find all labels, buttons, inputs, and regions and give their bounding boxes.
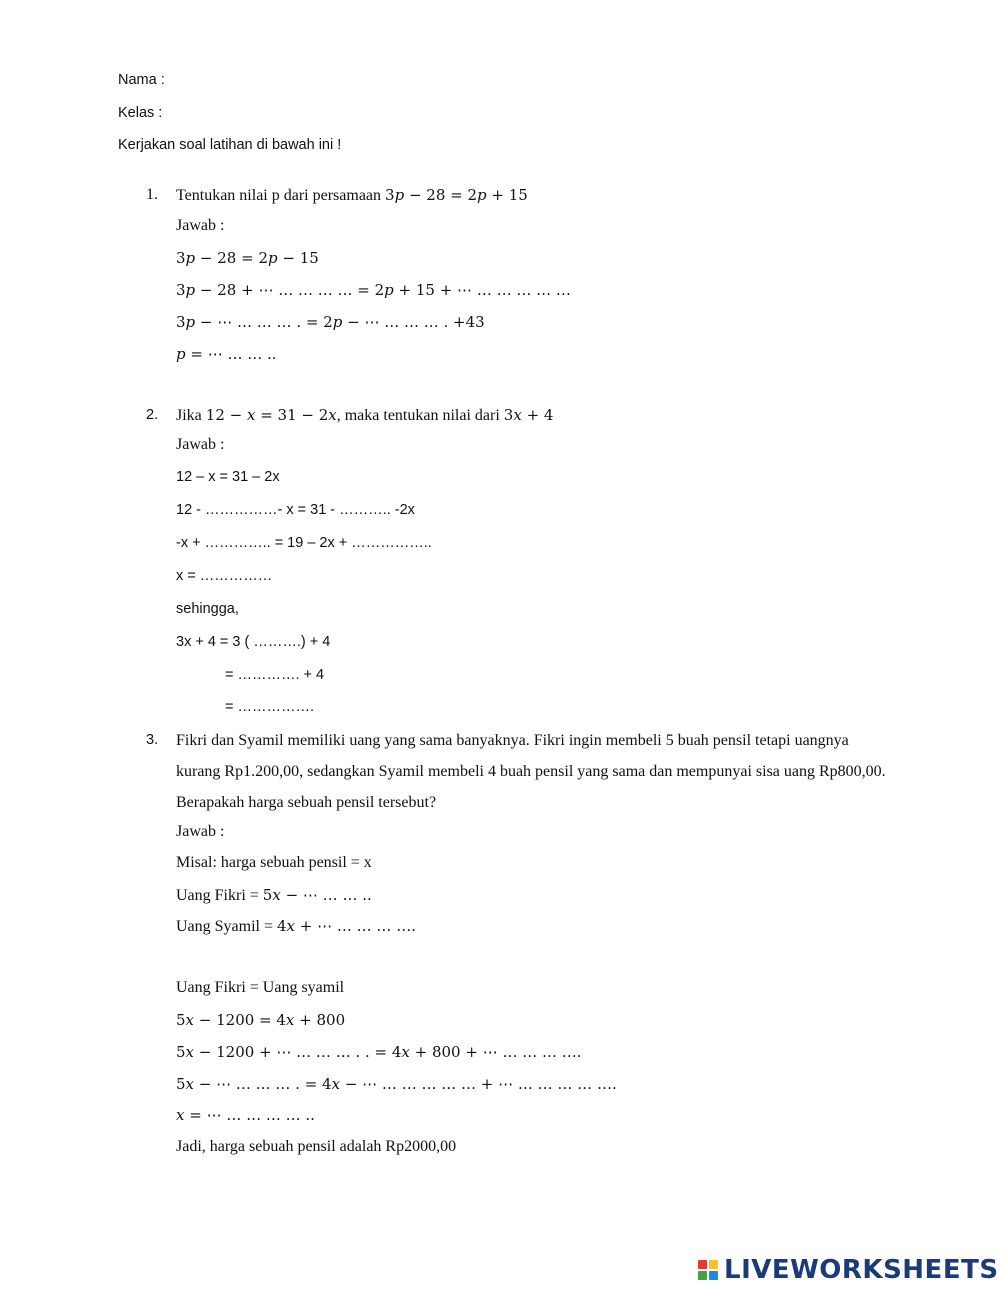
- q3-uang-syamil-math: 4𝑥 + ⋯ … … … ….: [277, 917, 416, 935]
- q3-equality: Uang Fikri = Uang syamil: [176, 979, 345, 996]
- logo-square: [698, 1260, 707, 1269]
- q1-step-1: 3𝑝 − 28 = 2𝑝 − 15: [176, 249, 319, 267]
- q2-jawab: Jawab :: [176, 436, 225, 453]
- q2-step-5: 3x + 4 = 3 ( ……….) + 4: [176, 634, 331, 650]
- q3-uang-fikri-math: 5𝑥 − ⋯ … … ..: [262, 886, 372, 904]
- q2-step-4: x = ……………: [176, 568, 273, 584]
- q3-misal: Misal: harga sebuah pensil = x: [176, 854, 372, 871]
- logo-square: [698, 1271, 707, 1280]
- q2-prompt-math-1: 12 − 𝑥 = 31 − 2𝑥: [205, 406, 337, 424]
- q3-step-3: 5𝑥 − ⋯ … … … . = 4𝑥 − ⋯ … … … … … + ⋯ … … … … ….: [176, 1075, 617, 1093]
- q2-prompt-text: , maka tentukan nilai dari: [336, 407, 500, 424]
- instruction-text: Kerjakan soal latihan di bawah ini !: [118, 137, 342, 153]
- q2-step-6: = …………. + 4: [225, 667, 325, 683]
- q3-uang-fikri-label: Uang Fikri =: [176, 887, 259, 904]
- q2-prompt-jika: Jika: [176, 407, 202, 424]
- q1-prompt-math: 3𝑝 − 28 = 2𝑝 + 15: [385, 186, 528, 204]
- logo-square: [709, 1271, 718, 1280]
- q1-jawab: Jawab :: [176, 217, 225, 234]
- nama-label: Nama :: [118, 72, 165, 88]
- q1-number: 1.: [146, 186, 158, 203]
- q2-number: 2.: [146, 407, 159, 423]
- q3-step-2: 5𝑥 − 1200 + ⋯ … … … . . = 4𝑥 + 800 + ⋯ … … … ….: [176, 1043, 582, 1061]
- q3-uang-fikri: [176, 885, 372, 906]
- q1-prompt: [176, 185, 528, 206]
- q3-conclusion: Jadi, harga sebuah pensil adalah Rp2000,00: [176, 1138, 457, 1155]
- q1-step-3: 3𝑝 − ⋯ … … … . = 2𝑝 − ⋯ … … … . +43: [176, 313, 485, 331]
- q2-prompt-math-2: 3𝑥 + 4: [503, 406, 554, 424]
- q2-step-3: -x + ………….. = 19 – 2x + ……………..: [176, 535, 432, 551]
- liveworksheets-logo: [698, 1253, 999, 1287]
- q2-prompt: [176, 405, 553, 426]
- q1-step-4: 𝑝 = ⋯ … … ..: [176, 345, 277, 363]
- q2-step-7: = …………….: [225, 699, 315, 715]
- q3-prompt: Fikri dan Syamil memiliki uang yang sama banyaknya. Fikri ingin membeli 5 buah pensil tetapi uangnya kurang Rp1.200,00, sedangkan Syamil membeli 4 buah pensil yang sama dan mempunyai sisa uang Rp800,00. Berapakah harga sebuah pensil tersebut?: [176, 732, 886, 811]
- q3-number: 3.: [146, 732, 159, 748]
- q3-step-1: 5𝑥 − 1200 = 4𝑥 + 800: [176, 1011, 346, 1029]
- q3-jawab: Jawab :: [176, 823, 225, 840]
- logo-text: LIVEWORKSHEETS: [724, 1255, 999, 1285]
- q3-uang-syamil: [176, 916, 416, 937]
- q3-step-4: 𝑥 = ⋯ … … … … ..: [176, 1106, 315, 1124]
- q2-step-1: 12 – x = 31 – 2x: [176, 469, 280, 485]
- q2-step-2: 12 - ……………- x = 31 - ……….. -2x: [176, 502, 415, 518]
- q1-prompt-text: Tentukan nilai p dari persamaan: [176, 187, 382, 204]
- q1-step-2: 3𝑝 − 28 + ⋯ … … … … = 2𝑝 + 15 + ⋯ … … … … …: [176, 281, 571, 299]
- q2-sehingga: sehingga,: [176, 601, 239, 617]
- logo-square: [709, 1260, 718, 1269]
- kelas-label: Kelas :: [118, 105, 163, 121]
- q3-uang-syamil-label: Uang Syamil =: [176, 918, 274, 935]
- logo-squares-icon: [698, 1260, 718, 1280]
